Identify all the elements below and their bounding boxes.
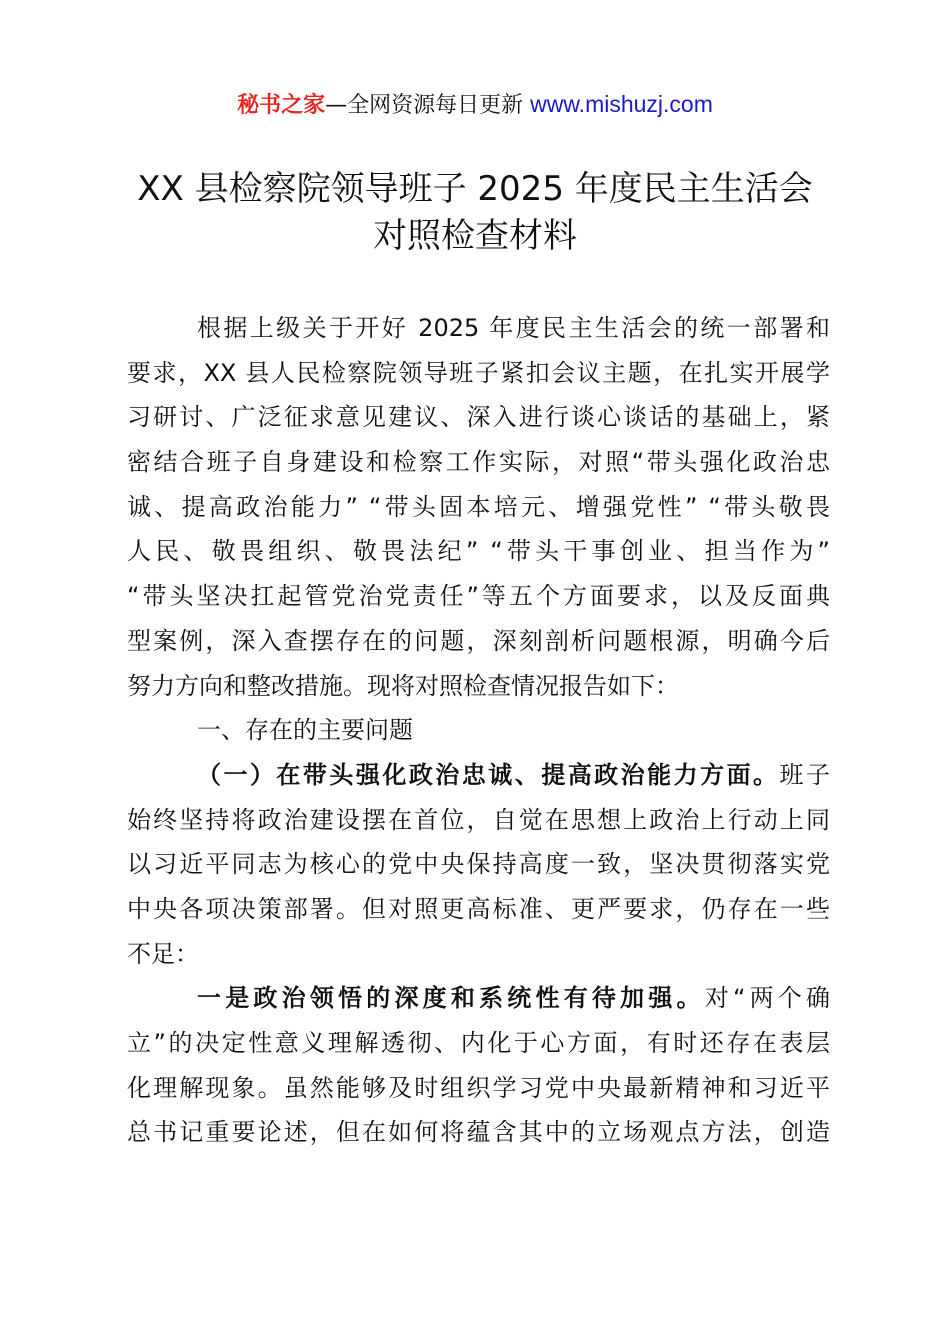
body-text: 不足：: [127, 939, 199, 968]
text-line: [127, 887, 830, 932]
title-line-1: XX 县检察院领导班子 2025 年度民主生活会: [137, 169, 813, 209]
bold-heading-text: （一）在带头强化政治忠诚、提高政治能力方面。: [197, 760, 780, 789]
site-banner: [0, 88, 950, 122]
bold-heading-text: 一是政治领悟的深度和系统性有待加强。: [197, 984, 705, 1013]
text-line: [127, 1110, 830, 1155]
text-line: [127, 1021, 830, 1066]
document-body: [127, 306, 830, 1155]
text-line: [127, 753, 830, 798]
text-line: [127, 842, 830, 887]
body-text: 一、存在的主要问题: [197, 716, 413, 745]
text-line: [127, 976, 830, 1021]
body-text: 努力方向和整改措施。现将对照检查情况报告如下：: [127, 671, 679, 700]
text-line: [127, 529, 830, 574]
body-text: 总书记重要论述，但在如何将蕴含其中的立场观点方法，创造: [127, 1118, 830, 1147]
body-text: 型案例，深入查摆存在的问题，深刻剖析问题根源，明确今后: [127, 626, 830, 655]
body-text: 班子: [779, 760, 831, 789]
body-text: 要求，XX 县人民检察院领导班子紧扣会议主题，在扎实开展学: [127, 358, 830, 387]
title-line-2: 对照检查材料: [373, 216, 577, 256]
body-text: 立”的决定性意义理解透彻、内化于心方面，有时还存在表层: [127, 1029, 830, 1057]
body-text: 诚、提高政治能力” “带头固本培元、增强党性” “带头敬畏: [127, 492, 830, 521]
body-text: 对“两个确: [704, 984, 830, 1013]
text-line: [127, 306, 830, 351]
brand-name: 秘书之家: [237, 93, 326, 118]
text-line: [127, 619, 830, 664]
text-line: [127, 395, 830, 440]
text-line: [127, 485, 830, 530]
body-text: “带头坚决扛起管党治党责任”等五个方面要求，以及反面典: [127, 582, 830, 611]
body-text: 始终坚持将政治建设摆在首位，自觉在思想上政治上行动上同: [127, 805, 830, 834]
text-line: [127, 440, 830, 485]
text-line: [127, 708, 830, 753]
body-text: 化理解现象。虽然能够及时组织学习党中央最新精神和习近平: [127, 1073, 830, 1102]
body-text: 人民、敬畏组织、敬畏法纪” “带头干事创业、担当作为”: [127, 537, 830, 566]
body-text: 根据上级关于开好 2025 年度民主生活会的统一部署和: [197, 314, 830, 342]
body-text: 密结合班子自身建设和检察工作实际，对照“带头强化政治忠: [127, 448, 830, 477]
text-line: [127, 664, 830, 709]
text-line: [127, 1066, 830, 1111]
text-line: [127, 798, 830, 843]
text-line: [127, 932, 830, 977]
body-text: 中央各项决策部署。但对照更高标准、更严要求，仍存在一些: [127, 894, 830, 923]
body-text: 以习近平同志为核心的党中央保持高度一致，坚决贯彻落实党: [127, 850, 830, 879]
text-line: [127, 351, 830, 396]
site-url-link[interactable]: www.mishuzj.com: [530, 91, 713, 117]
banner-slogan: —全网资源每日更新: [325, 93, 531, 118]
body-text: 习研讨、广泛征求意见建议、深入进行谈心谈话的基础上，紧: [127, 403, 830, 432]
text-line: [127, 574, 830, 619]
document-title: [0, 166, 950, 260]
